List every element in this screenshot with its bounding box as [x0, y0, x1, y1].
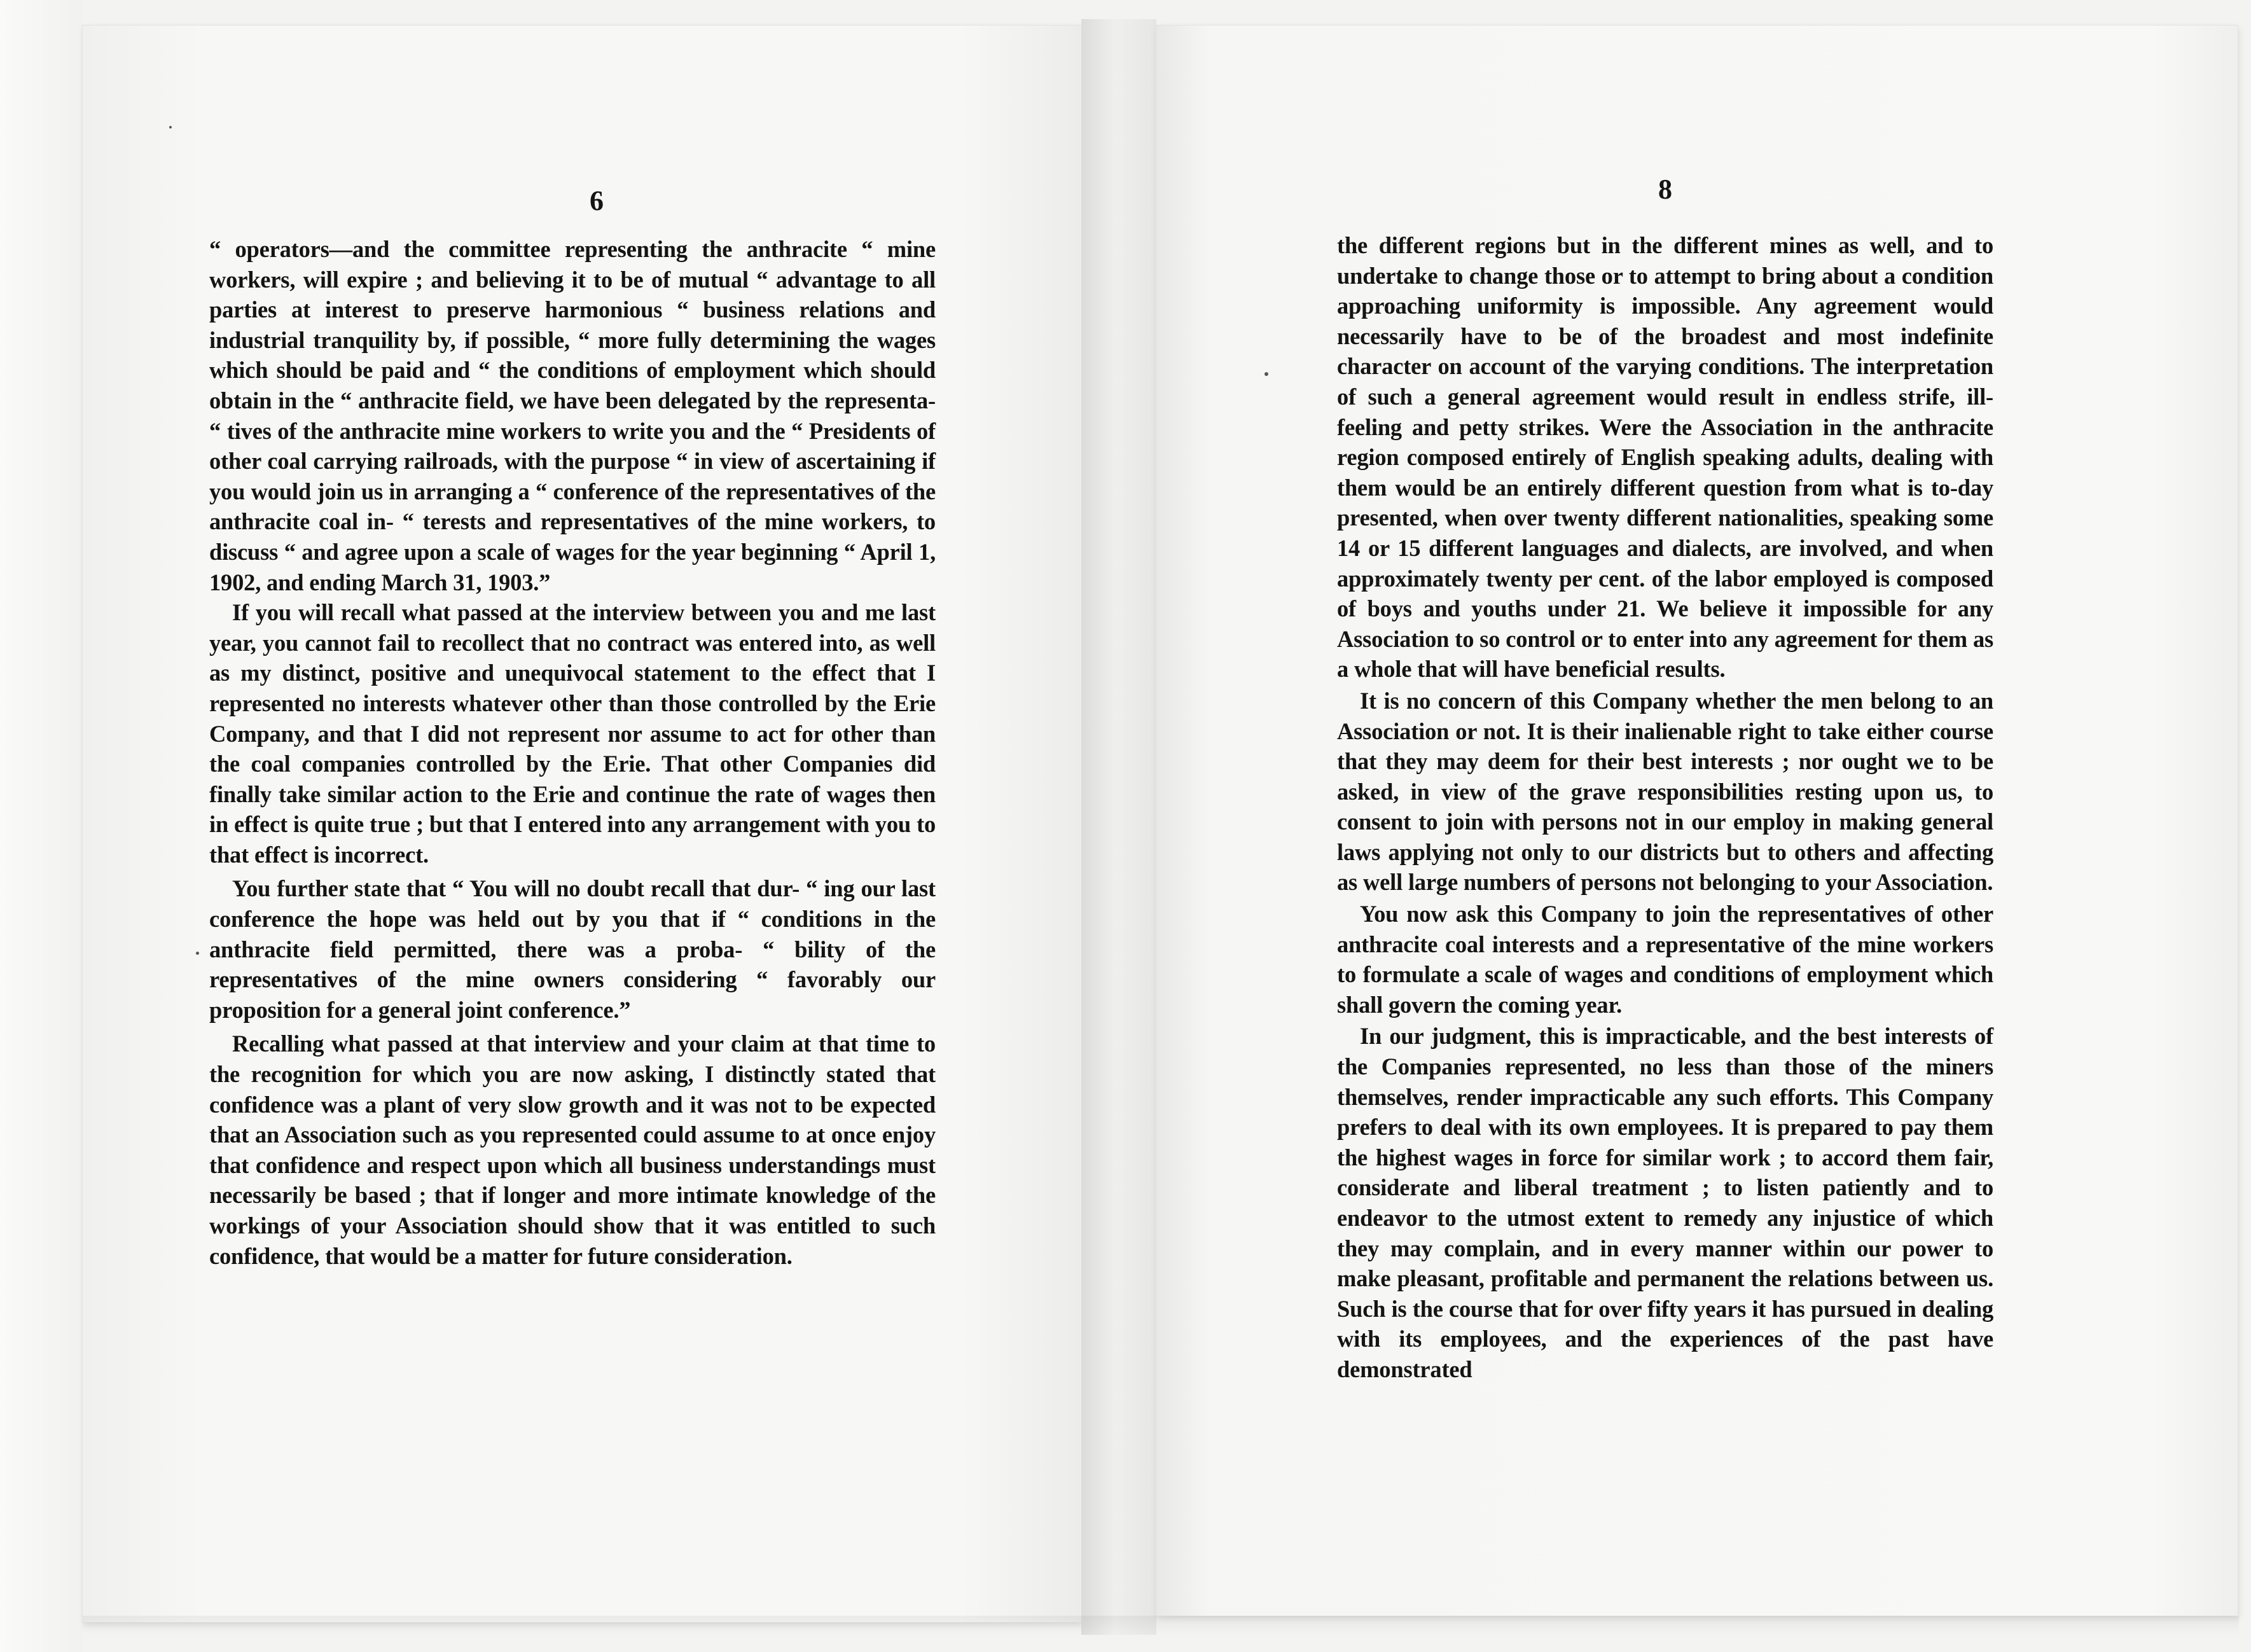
- right-paragraph-4: In our judgment, this is impracticable, and the best interests of the Companies represented, no less than those of the miners themselves, render impracticable any such efforts. This Company prefers to deal with its own employees. It is prepared to pay them the highest wages in force for similar work ; to accord them fair, considerate and liberal treatment ; to listen patiently and to endeavor to the utmost extent to remedy any injustice of which they may complain, and in every manner within our power to make pleasant, profitable and permanent the relations between us. Such is the course that for over fifty years it has pursued in dealing with its employees, and the experiences of the past have demonstrated: [1337, 1023, 1993, 1382]
- left-page-number: 6: [590, 185, 604, 216]
- scan-speck: [196, 952, 199, 955]
- left-paragraph-3: You further state that “ You will no doubt recall that dur- “ ing our last conference the hope was held out by you that if “ conditions in the anthracite field permitted, there was a proba- “ bility of the representatives of the mine owners considering “ favorably our proposition for a general joint conference.”: [209, 875, 936, 1023]
- scan-margin: [0, 0, 83, 1652]
- right-paragraph-2: It is no concern of this Company whether the men belong to an Association or not. It is their inalienable right to take either course that they may deem for their best interests ; nor ought we to be asked, in view of the grave responsibilities resting upon us, to consent to join with persons not in our employ in making general laws applying not only to our districts but to others and affecting as well large numbers of persons not belonging to your Association.: [1337, 687, 1993, 896]
- left-paragraph-2: If you will recall what passed at the interview between you and me last year, you cannot fail to recollect that no contract was entered into, as well as my distinct, positive and unequivocal statement to the effect that I represented no interests whatever other than those controlled by the Erie Company, and that I did not represent nor assume to act for other than the coal companies controlled by the Erie. That other Companies did finally take similar action to the Erie and continue the rate of wages then in effect is quite true ; but that I entered into any arrangement with you to that effect is incorrect.: [209, 599, 936, 868]
- right-page-number: 8: [1658, 174, 1672, 205]
- right-paragraph-1: the different regions but in the different mines as well, and to undertake to change those or to attempt to bring about a condition approaching uniformity is impossible. Any agreement would necessarily have to be of the broadest and most indefinite character on account of the varying conditions. The interpretation of such a general agreement would result in endless strife, ill-feeling and petty strikes. Were the Association in the anthracite region composed entirely of English speaking adults, dealing with them would be an entirely different question from what is to-day presented, when over twenty different nationalities, speaking some 14 or 15 different languages and dialects, are involved, and when approximately twenty per cent. of the labor employed is composed of boys and youths under 21. We believe it impossible for any Association to so control or to enter into any agreement for them as a whole that will have beneficial results.: [1337, 232, 1993, 683]
- scan-speck: [169, 126, 172, 128]
- page-bottom-shadow: [83, 1616, 2239, 1635]
- left-page-body: [209, 234, 936, 1271]
- left-paragraph-4: Recalling what passed at that interview and your claim at that time to the recognition for which you are now asking, I distinctly stated that confidence was a plant of very slow growth and it was not to be expected that an Association such as you represented could assume to at once enjoy that confidence and respect upon which all business understandings must necessarily be based ; that if longer and more intimate knowledge of the workings of your Association should show that it was entitled to such confidence, that would be a matter for future consideration.: [209, 1031, 936, 1269]
- right-page-body: [1337, 230, 1993, 1385]
- left-paragraph-1: “ operators—and the committee representing the anthracite “ mine workers, will expire ; and believing it to be of mutual “ advantage to all parties at interest to preserve harmonious “ business relations and industrial tranquility by, if possible, “ more fully determining the wages which should be paid and “ the conditions of employment which should obtain in the “ anthracite field, we have been delegated by the representa- “ tives of the anthracite mine workers to write you and the “ Presidents of other coal carrying railroads, with the purpose “ in view of ascertaining if you would join us in arranging a “ conference of the representatives of the anthracite coal in- “ terests and representatives of the mine workers, to discuss “ and agree upon a scale of wages for the year beginning “ April 1, 1902, and ending March 31, 1903.”: [209, 236, 936, 595]
- right-paragraph-3: You now ask this Company to join the representatives of other anthracite coal interests and a representative of the mine workers to formulate a scale of wages and conditions of employment which shall govern the coming year.: [1337, 901, 1993, 1018]
- book-gutter: [1081, 19, 1156, 1635]
- scan-speck: [1264, 372, 1268, 376]
